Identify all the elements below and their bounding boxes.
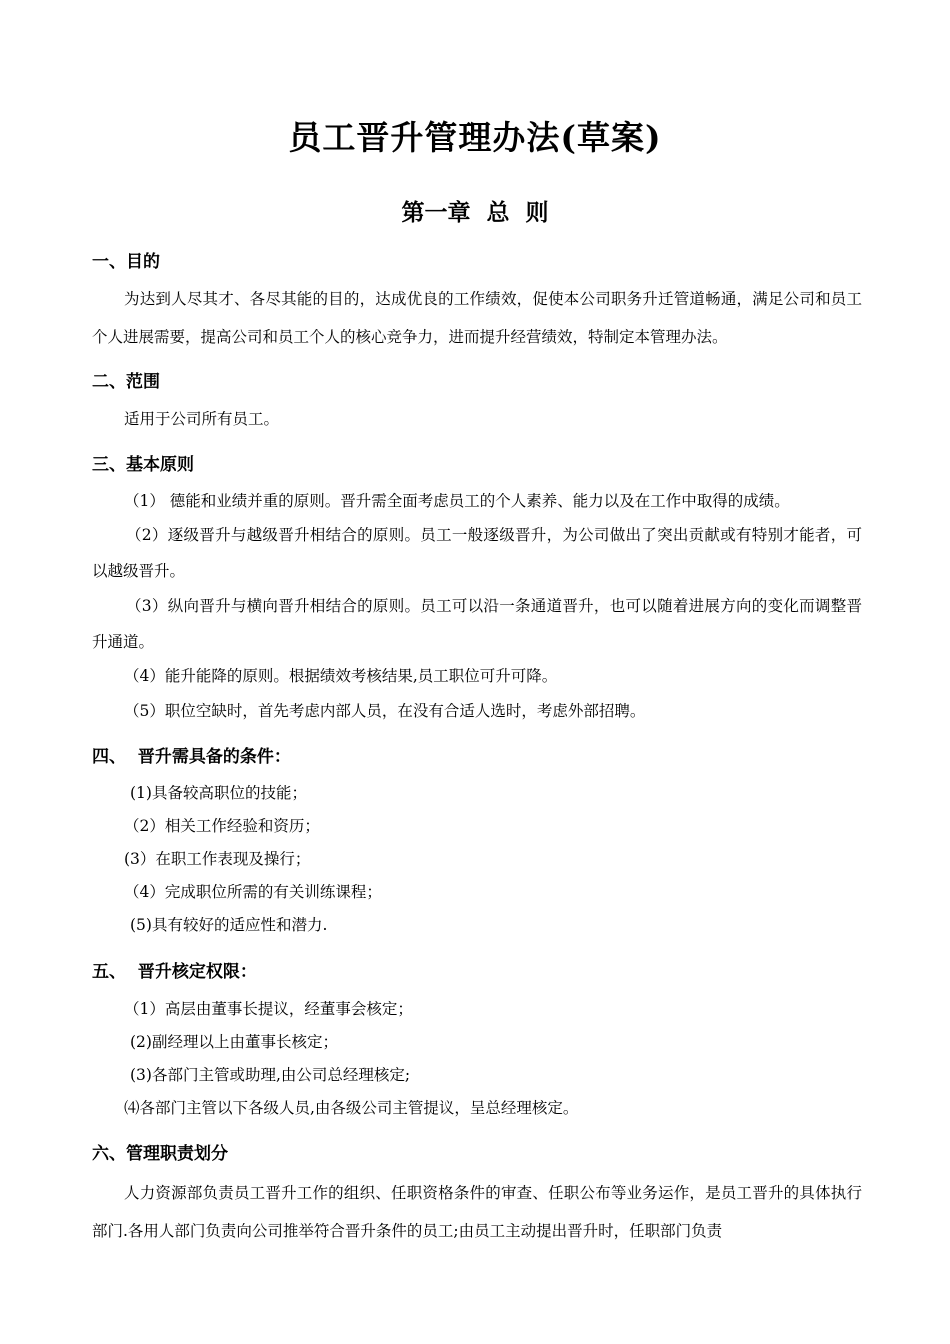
list-item: （3）纵向晋升与横向晋升相结合的原则。员工可以沿一条通道晋升，也可以随着进展方向的变化而调整晋升通道。 <box>92 597 862 651</box>
list-item: （4）完成职位所需的有关训练课程； <box>124 883 382 901</box>
list-item: (2)副经理以上由董事长核定； <box>130 1033 338 1051</box>
chapter-title: 第一章 总 则 <box>401 199 549 226</box>
section-paragraph-scope: 适用于公司所有员工。 <box>124 410 280 428</box>
section-heading-conditions: 四、 晋升需具备的条件： <box>92 747 291 767</box>
section-heading-scope: 二、范围 <box>92 372 160 392</box>
section-paragraph-responsibilities: 人力资源部负责员工晋升工作的组织、任职资格条件的审查、任职公布等业务运作，是员工晋升的具体执行部门.各用人部门负责向公司推举符合晋升条件的员工;由员工主动提出晋升时，任职部门负责 <box>92 1184 862 1240</box>
list-item: (1)具备较高职位的技能； <box>130 784 307 802</box>
list-item: （2）相关工作经验和资历； <box>124 817 320 835</box>
section-heading-principles: 三、基本原则 <box>92 455 194 475</box>
section-heading-purpose: 一、目的 <box>92 252 160 272</box>
section-heading-responsibilities: 六、管理职责划分 <box>92 1144 228 1164</box>
section-paragraph-purpose: 为达到人尽其才、各尽其能的目的，达成优良的工作绩效，促使本公司职务升迁管道畅通，满足公司和员工个人进展需要，提高公司和员工个人的核心竞争力，进而提升经营绩效，特制定本管理办法。 <box>92 290 862 346</box>
list-item: （1）高层由董事长提议，经董事会核定； <box>124 1000 413 1018</box>
section-heading-authority: 五、 晋升核定权限： <box>92 962 257 982</box>
list-item: （5）职位空缺时，首先考虑内部人员，在没有合适人选时，考虑外部招聘。 <box>124 702 646 720</box>
list-item: (5)具有较好的适应性和潜力. <box>130 916 328 934</box>
list-item: （4）能升能降的原则。根据绩效考核结果,员工职位可升可降。 <box>124 667 558 685</box>
list-item: (3)各部门主管或助理,由公司总经理核定; <box>130 1066 411 1084</box>
list-item: ⑷各部门主管以下各级人员,由各级公司主管提议，呈总经理核定。 <box>124 1099 579 1117</box>
document-title: 员工晋升管理办法(草案) <box>288 118 662 157</box>
list-item: （2）逐级晋升与越级晋升相结合的原则。员工一般逐级晋升，为公司做出了突出贡献或有特别才能者，可以越级晋升。 <box>92 526 862 580</box>
list-item: （1） 德能和业绩并重的原则。晋升需全面考虑员工的个人素养、能力以及在工作中取得的成绩。 <box>124 492 790 510</box>
list-item: (3）在职工作表现及操行； <box>124 850 311 868</box>
